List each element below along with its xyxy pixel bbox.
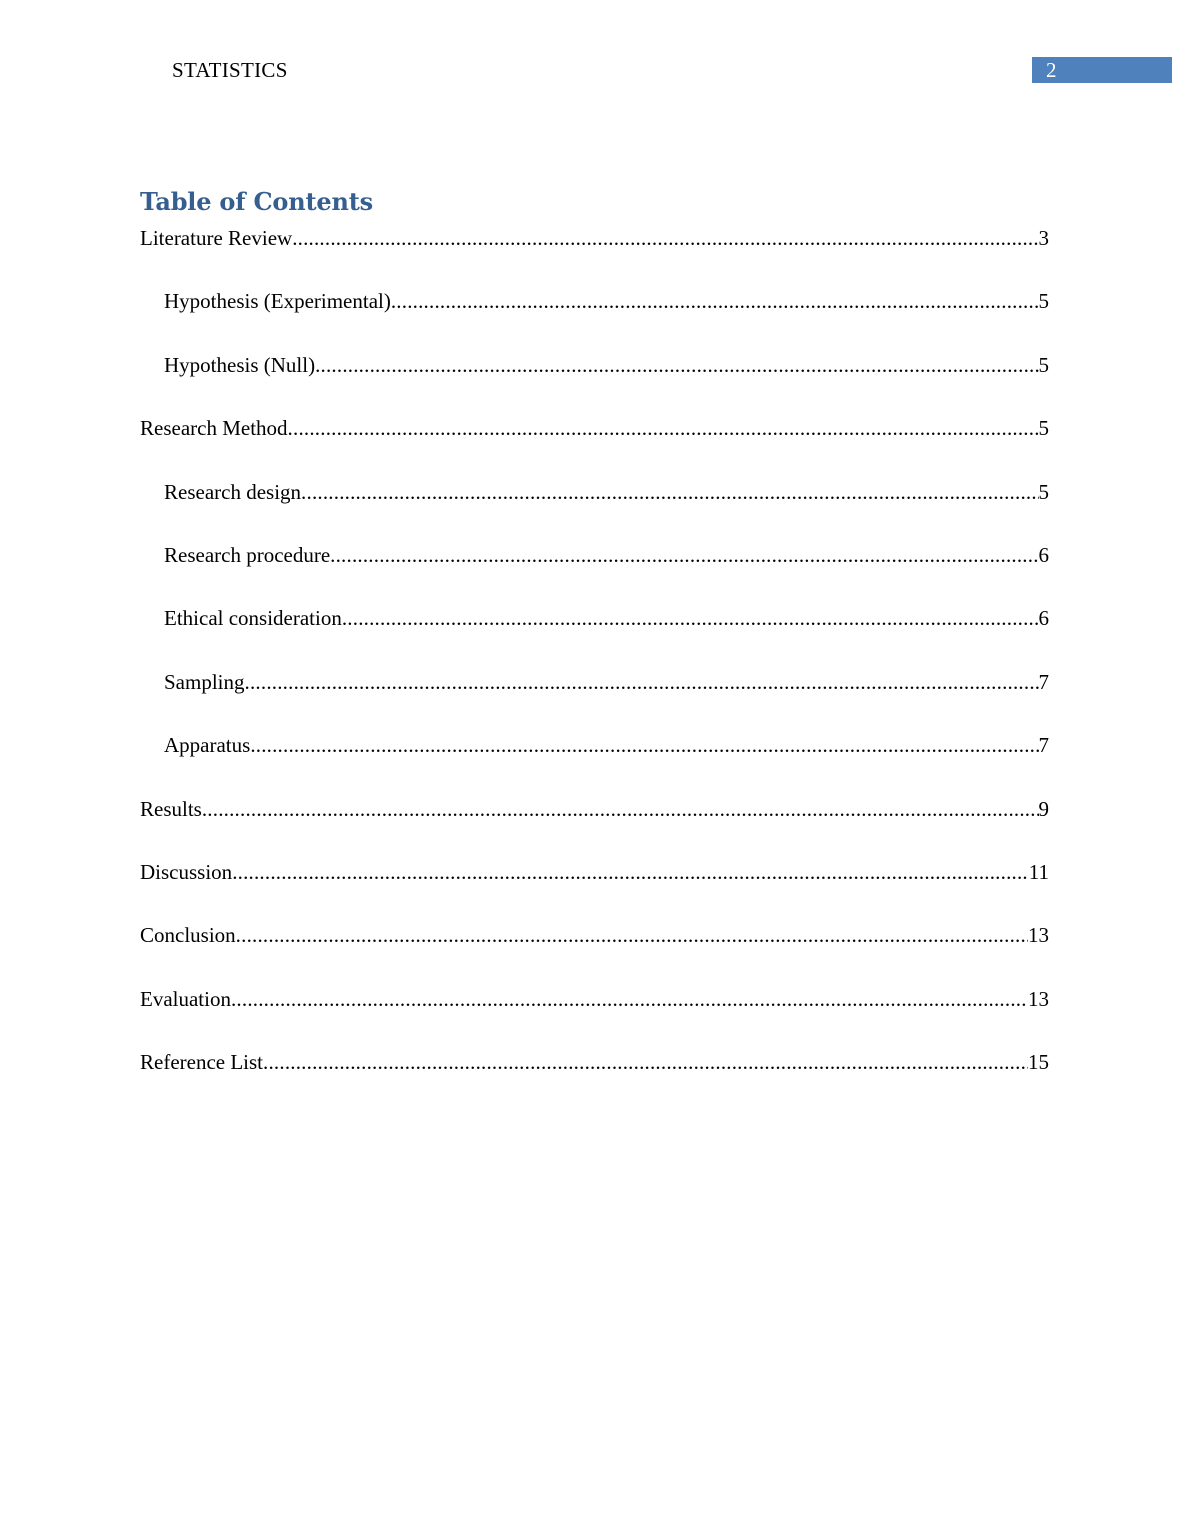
- toc-dot-leader: [202, 796, 1039, 822]
- toc-dot-leader: [232, 859, 1029, 885]
- toc-entry-title: Research procedure: [164, 542, 331, 567]
- toc-dot-leader: [263, 1049, 1028, 1075]
- page-number: 2: [1046, 58, 1057, 82]
- toc-dot-leader: [342, 605, 1039, 631]
- toc-dot-leader: [236, 922, 1028, 948]
- toc-entry-page: 7: [1038, 669, 1049, 694]
- toc-entry-title: Hypothesis (Experimental): [164, 289, 391, 314]
- toc-entry-title: Sampling: [164, 669, 245, 694]
- toc-heading: Table of Contents: [140, 187, 373, 216]
- toc-dot-leader: [245, 669, 1039, 695]
- running-header-title: STATISTICS: [172, 58, 288, 82]
- toc-dot-leader: [292, 225, 1038, 251]
- toc-entry-conclusion[interactable]: [140, 922, 1049, 985]
- toc-entry-research-design[interactable]: [140, 479, 1049, 542]
- toc-dot-leader: [301, 479, 1038, 505]
- toc-entry-title: Ethical consideration: [164, 606, 342, 631]
- toc-entry-research-procedure[interactable]: [140, 542, 1049, 605]
- toc-entry-page: 7: [1038, 733, 1049, 758]
- toc-entry-page: 3: [1038, 226, 1049, 250]
- toc-entry-literature-review[interactable]: [140, 225, 1049, 288]
- toc-dot-leader: [330, 542, 1038, 568]
- toc-entry-ethical-consideration[interactable]: [140, 605, 1049, 668]
- toc-entry-page: 15: [1028, 1050, 1049, 1075]
- toc-entry-research-method[interactable]: [140, 415, 1049, 478]
- toc-entry-page: 13: [1028, 923, 1049, 948]
- toc-entry-title: Apparatus: [164, 733, 251, 758]
- toc-entry-title: Research Method: [140, 416, 288, 441]
- toc-entry-evaluation[interactable]: [140, 986, 1049, 1049]
- toc-entry-page: 6: [1038, 542, 1049, 567]
- toc-entry-page: 5: [1038, 416, 1049, 441]
- toc-entry-page: 6: [1038, 606, 1049, 631]
- toc-entry-title: Research design: [164, 479, 302, 504]
- toc-entry-page: 9: [1038, 796, 1049, 821]
- toc-entry-hypothesis-null[interactable]: [140, 352, 1049, 415]
- toc-list: [140, 225, 1049, 1112]
- toc-dot-leader: [315, 352, 1038, 378]
- toc-entry-discussion[interactable]: [140, 859, 1049, 922]
- toc-entry-sampling[interactable]: [140, 669, 1049, 732]
- toc-entry-title: Literature Review: [140, 226, 293, 250]
- toc-entry-title: Reference List: [140, 1050, 264, 1075]
- toc-entry-hypothesis-experimental[interactable]: [140, 288, 1049, 351]
- toc-dot-leader: [231, 986, 1028, 1012]
- toc-dot-leader: [288, 415, 1039, 441]
- toc-entry-page: 13: [1028, 986, 1049, 1011]
- toc-dot-leader: [250, 732, 1038, 758]
- toc-dot-leader: [391, 288, 1039, 314]
- toc-entry-apparatus[interactable]: [140, 732, 1049, 795]
- page-number-badge: [1032, 57, 1172, 83]
- toc-entry-title: Evaluation: [140, 986, 231, 1011]
- toc-entry-page: 5: [1038, 289, 1049, 314]
- toc-entry-page: 11: [1028, 859, 1049, 884]
- toc-entry-page: 5: [1038, 352, 1049, 377]
- toc-entry-results[interactable]: [140, 796, 1049, 859]
- toc-entry-title: Discussion: [140, 859, 233, 884]
- toc-entry-reference-list[interactable]: [140, 1049, 1049, 1112]
- toc-entry-title: Conclusion: [140, 923, 236, 948]
- toc-entry-title: Results: [140, 796, 202, 821]
- toc-entry-title: Hypothesis (Null): [164, 352, 316, 377]
- toc-entry-page: 5: [1038, 479, 1049, 504]
